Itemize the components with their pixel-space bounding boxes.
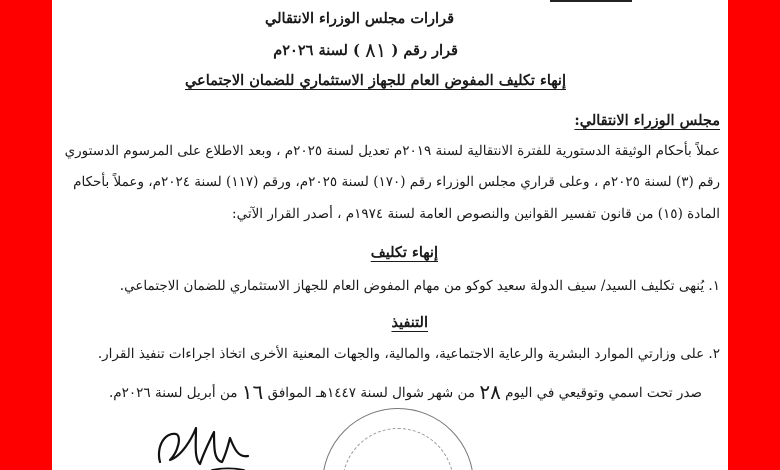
document-title: قرارات مجلس الوزراء الانتقالي xyxy=(265,10,454,27)
article-1: ١. يُنهى تكليف السيد/ سيف الدولة سعيد كوكو من مهام المفوض العام للجهاز الاستثماري للضمان الاجتماعي. xyxy=(119,278,720,294)
issued-suffix: من أبريل لسنة ٢٠٢٦م. xyxy=(109,385,238,401)
article-2: ٢. على وزارتي الموارد البشرية والرعاية الاجتماعية، والمالية، والجهات المعنية الأخرى اتخاذ اجراءات تنفيذ القرار. xyxy=(97,346,720,362)
decree-prefix: قرار رقم ( xyxy=(391,42,458,59)
issued-day: ٢٨ xyxy=(479,380,501,404)
preamble-line: المادة (١٥) من قانون تفسير القوانين والنصوص العامة لسنة ١٩٧٤م ، أصدر القرار الآتي: xyxy=(232,206,720,222)
top-rule xyxy=(550,0,632,2)
document-page xyxy=(52,0,728,470)
decree-subject: إنهاء تكليف المفوض العام للجهاز الاستثماري للضمان الاجتماعي xyxy=(184,72,566,89)
section-title-termination: إنهاء تكليف xyxy=(370,244,438,261)
issued-gregorian-day: ١٦ xyxy=(241,380,264,404)
issuance-line xyxy=(109,380,702,404)
issued-prefix: صدر تحت اسمي وتوقيعي في اليوم xyxy=(505,385,702,401)
signature xyxy=(152,418,262,470)
decree-number-line xyxy=(273,36,458,60)
decree-number: ٨١ xyxy=(364,38,387,62)
preamble-line: رقم (٣) لسنة ٢٠٢٥م ، وعلى قراري مجلس الوزراء رقم (١٧٠) لسنة ٢٠٢٥م، ورقم (١١٧) لسنة ٢٠٢٤م، وعملاً بأحكام xyxy=(73,174,720,190)
decree-suffix: ) لسنة ٢٠٢٦م xyxy=(273,42,360,59)
issued-mid: من شهر شوال لسنة ١٤٤٧هـ الموافق xyxy=(267,385,476,401)
preamble-line: عملاً بأحكام الوثيقة الدستورية للفترة الانتقالية لسنة ٢٠١٩م تعديل لسنة ٢٠٢٥م ، وبعد الاطلاع على المرسوم الدستوري xyxy=(64,143,720,159)
section-title-execution: التنفيذ xyxy=(391,314,428,331)
council-heading: مجلس الوزراء الانتقالي: xyxy=(574,112,720,129)
